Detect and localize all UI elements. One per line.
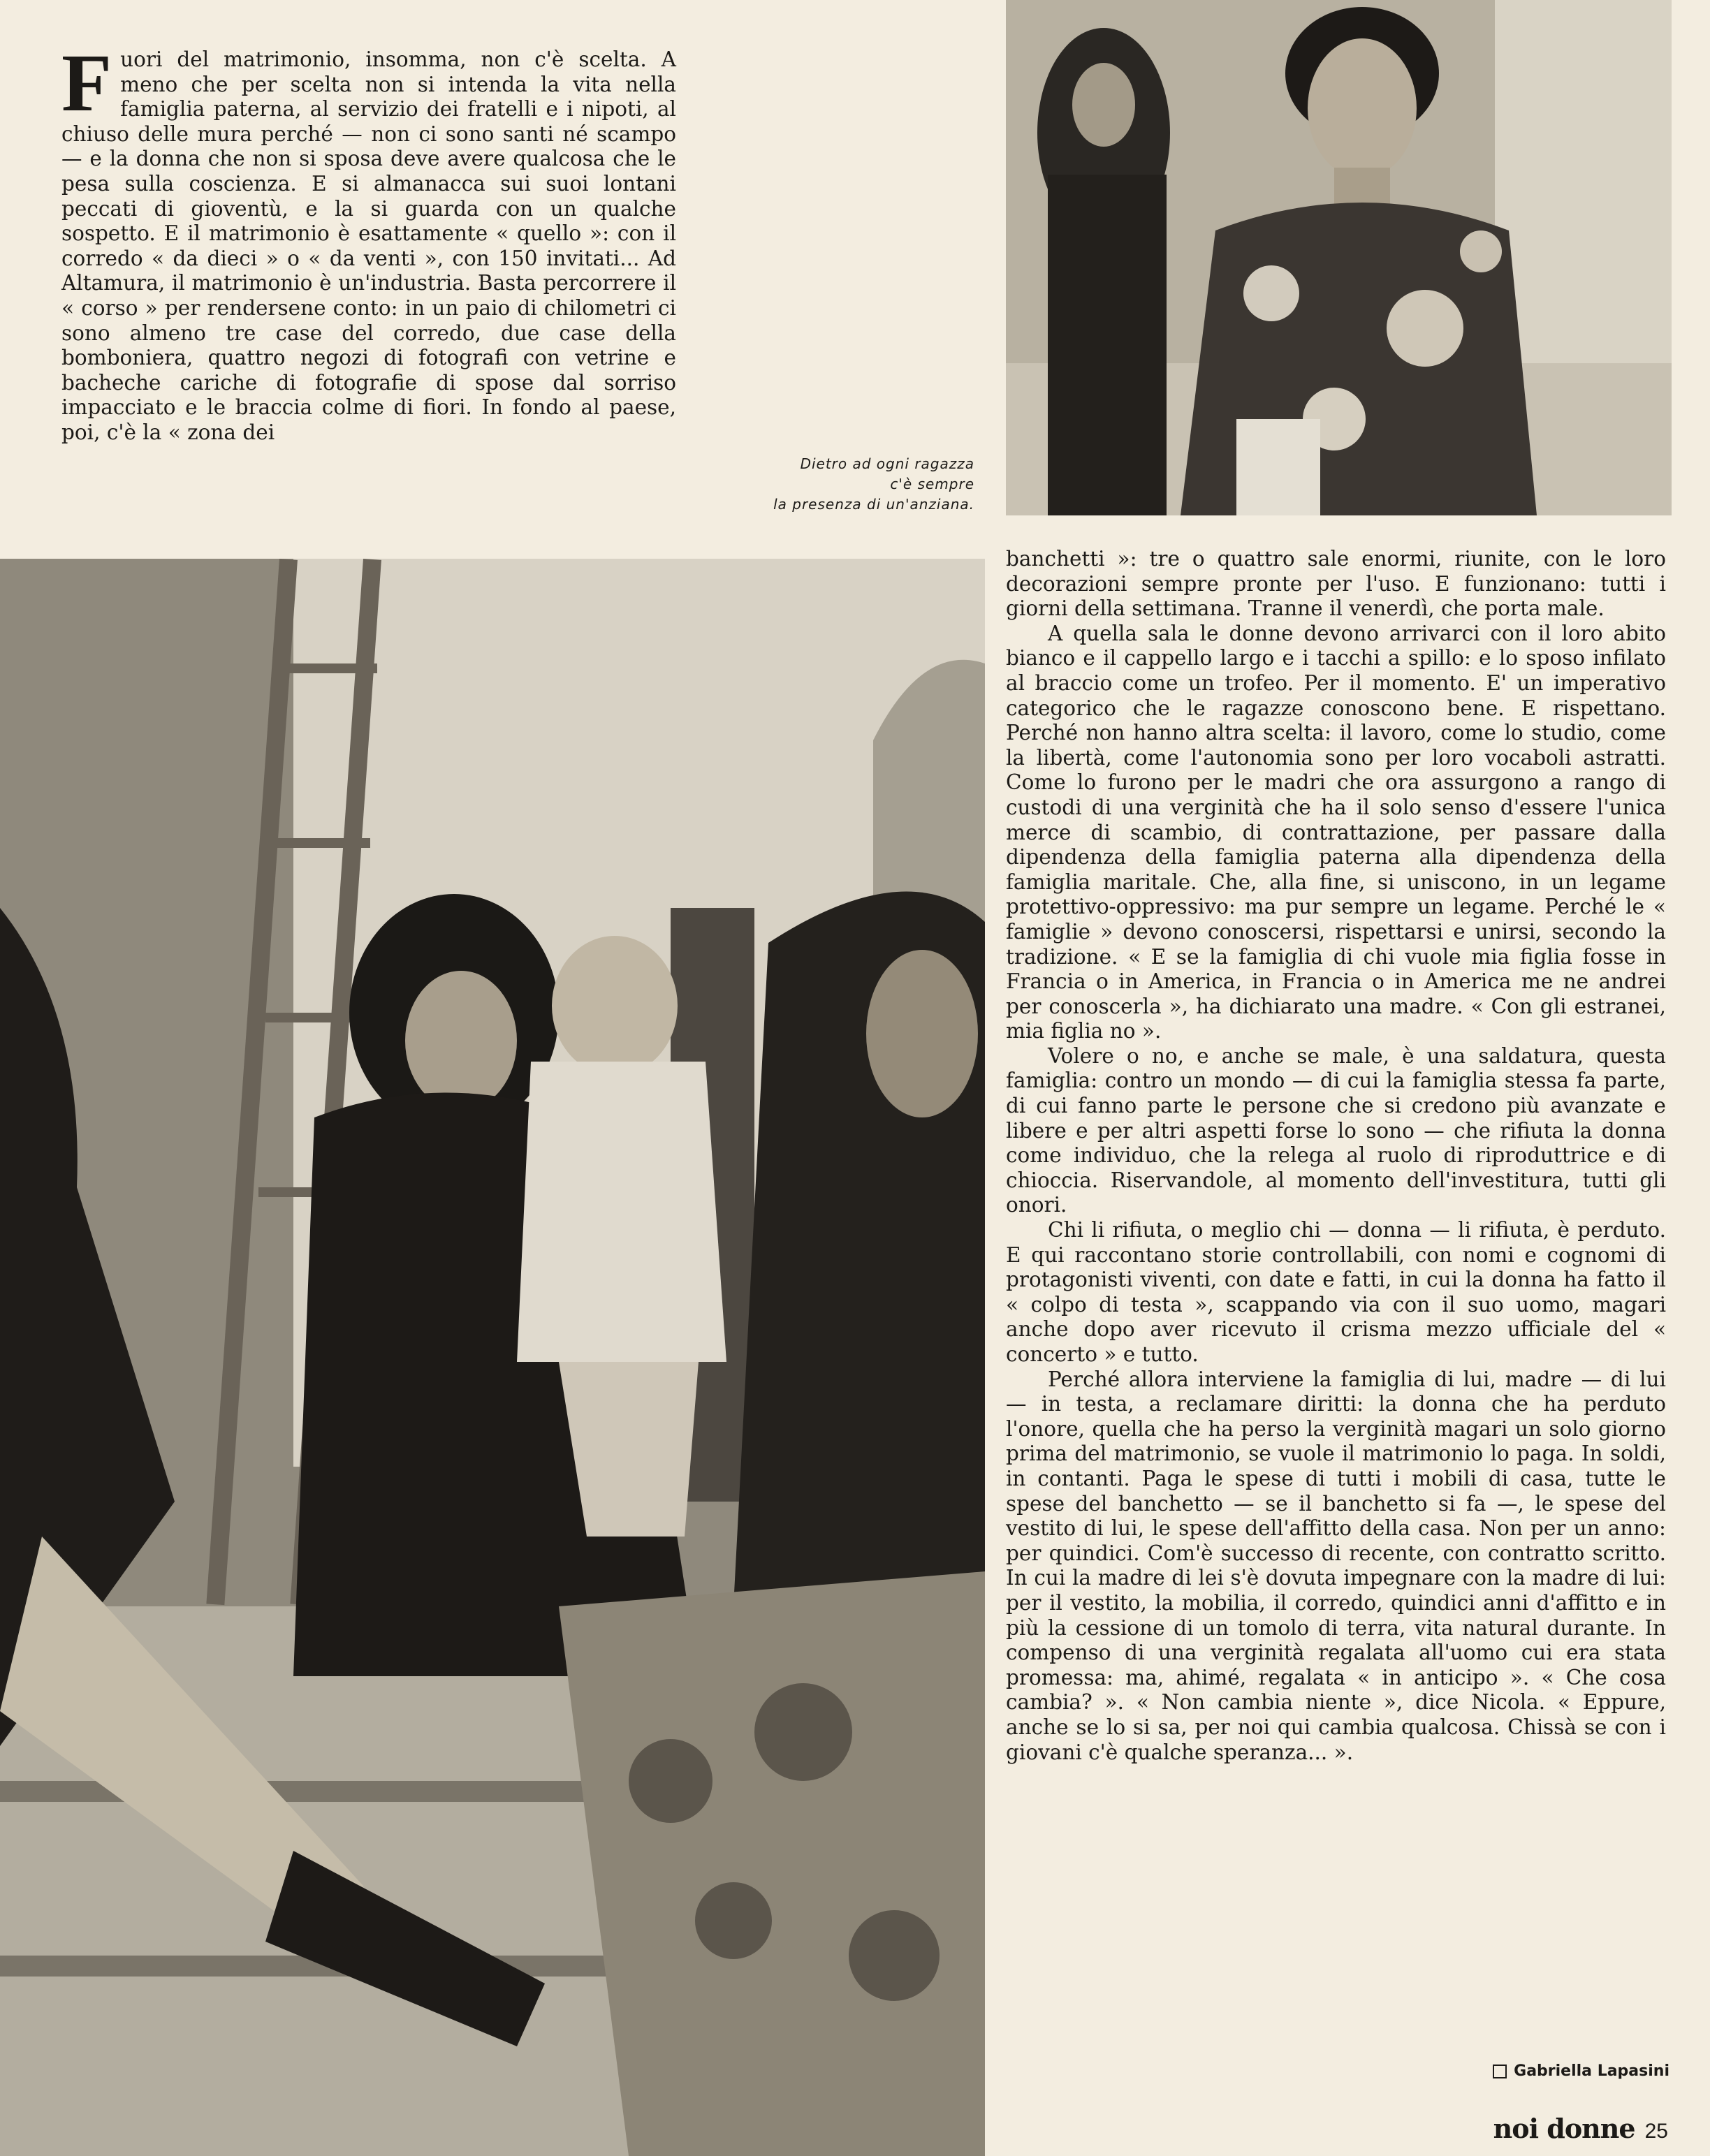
article-column-right	[1006, 547, 1666, 1765]
photo-main-illustration	[0, 559, 985, 2156]
article-paragraph: Perché allora interviene la famiglia di lui, madre — di lui — in testa, a reclamare diritti: la donna che ha perduto l'onore, quella che ha perso la verginità magari un solo giorno prima del matrimonio, se vuole il matrimonio lo paga. In soldi, in contanti. Paga le spese di tutti i mobili di casa, tutte le spese del banchetto — se il banchetto si fa —, le spese del vestito di lui, le spese dell'affitto della casa. Non per un anno: per quindici. Com'è successo di recente, con contratto scritto. In cui la madre di lei s'è dovuta impegnare con la madre di lui: per il vestito, la mobilia, il corredo, quindici anni d'affitto e in più la cessione di un tomolo di terra, vita natural durante. In compenso di una verginità regalata all'uomo cui era stata promessa: ma, ahimé, regalata « in anticipo ». « Che cosa cambia? ». « Non cambia niente », dice Nicola. « Eppure, anche se lo si sa, per noi qui cambia qualcosa. Chissà se con i giovani c'è qualche speranza... ».	[1006, 1367, 1666, 1764]
magazine-logo: noi donne	[1493, 2113, 1635, 2144]
caption-line: Dietro ad ogni ragazza	[800, 455, 974, 472]
caption-line: c'è sempre	[890, 476, 974, 492]
article-paragraph: A quella sala le donne devono arrivarci con il loro abito bianco e il cappello largo e i tacchi a spillo: e lo sposo infilato al braccio come un trofeo. Per il momento. E' un imperativo categorico che le ragazze conoscono bene. E rispettano. Perché non hanno altra scelta: il lavoro, come lo studio, come la libertà, come l'autonomia sono per loro vocaboli astratti. Come lo furono per le madri che ora assurgono a rango di custodi di una verginità che ha il solo senso d'essere l'unica merce di scambio, di contrattazione, per passare dalla dipendenza della famiglia paterna alla dipendenza della famiglia maritale. Che, alla fine, si uniscono, in un legame protettivo-oppressivo: ma pur sempre un legame. Perché le « famiglie » devono conoscersi, rispettarsi e unirsi, secondo la tradizione. « E se la famiglia di chi vuole mia figlia fosse in Francia o in America, in Francia o in America me ne andrei per conoscerla », ha dichiarato una madre. « Con gli estranei, mia figlia no ».	[1006, 621, 1666, 1043]
article-paragraph	[61, 37, 676, 446]
page-number: 25	[1644, 2120, 1668, 2143]
author-name: Gabriella Lapasini	[1514, 2062, 1669, 2080]
square-bullet-icon	[1493, 2065, 1507, 2078]
article-paragraph: Volere o no, e anche se male, è una saldatura, questa famiglia: contro un mondo — di cui la famiglia stessa fa parte, di cui fanno parte le persone che si credono più avanzate e libere e per altri aspetti forse lo sono — che rifiuta la donna come individuo, che la relega al ruolo di riproduttrice e di chioccia. Riservandole, al momento dell'investitura, tutti gli onori.	[1006, 1043, 1666, 1217]
photo-caption	[706, 454, 974, 515]
article-paragraph: Chi li rifiuta, o meglio chi — donna — li rifiuta, è perduto. E qui raccontano storie controllabili, con nomi e cognomi di protagonisti viventi, con date e fatti, in cui la donna ha fatto il « colpo di testa », scappando via con il suo uomo, magari anche dopo aver ricevuto il crisma mezzo ufficiale del « concerto » e tutto.	[1006, 1218, 1666, 1366]
photo-top-illustration	[1006, 0, 1672, 515]
drop-cap: F	[61, 37, 112, 129]
photo-women-on-steps	[0, 559, 985, 2156]
caption-line: la presenza di un'anziana.	[773, 496, 974, 513]
photo-young-woman-and-elder	[1006, 0, 1672, 515]
page-footer	[1445, 2113, 1668, 2144]
article-paragraph: banchetti »: tre o quattro sale enormi, riunite, con le loro decorazioni sempre pronte per l'uso. E funzionano: tutti i giorni della settimana. Tranne il venerdì, che porta male.	[1006, 547, 1666, 621]
article-column-top	[61, 37, 676, 446]
article-text: uori del matrimonio, insomma, non c'è scelta. A meno che per scelta non si intenda la vita nella famiglia paterna, al servizio dei fratelli e i nipoti, al chiuso delle mura perché — non ci sono santi né scampo — e la donna che non si sposa deve avere qualcosa che le pesa sulla coscienza. E si almanacca sui suoi lontani peccati di gioventù, e la si guarda con un qualche sospetto. E il matrimonio è esattamente « quello »: con il corredo « da dieci » o « da venti », con 150 invitati... Ad Altamura, il matrimonio è un'industria. Basta percorrere il « corso » per rendersene conto: in un paio di chilometri ci sono almeno tre case del corredo, due case della bomboniera, quattro negozi di fotografi con vetrine e bacheche cariche di fotografie di spose dal sorriso impacciato e le braccia colme di fiori. In fondo al paese, poi, c'è la « zona dei	[61, 47, 676, 444]
author-signature	[1425, 2062, 1669, 2081]
